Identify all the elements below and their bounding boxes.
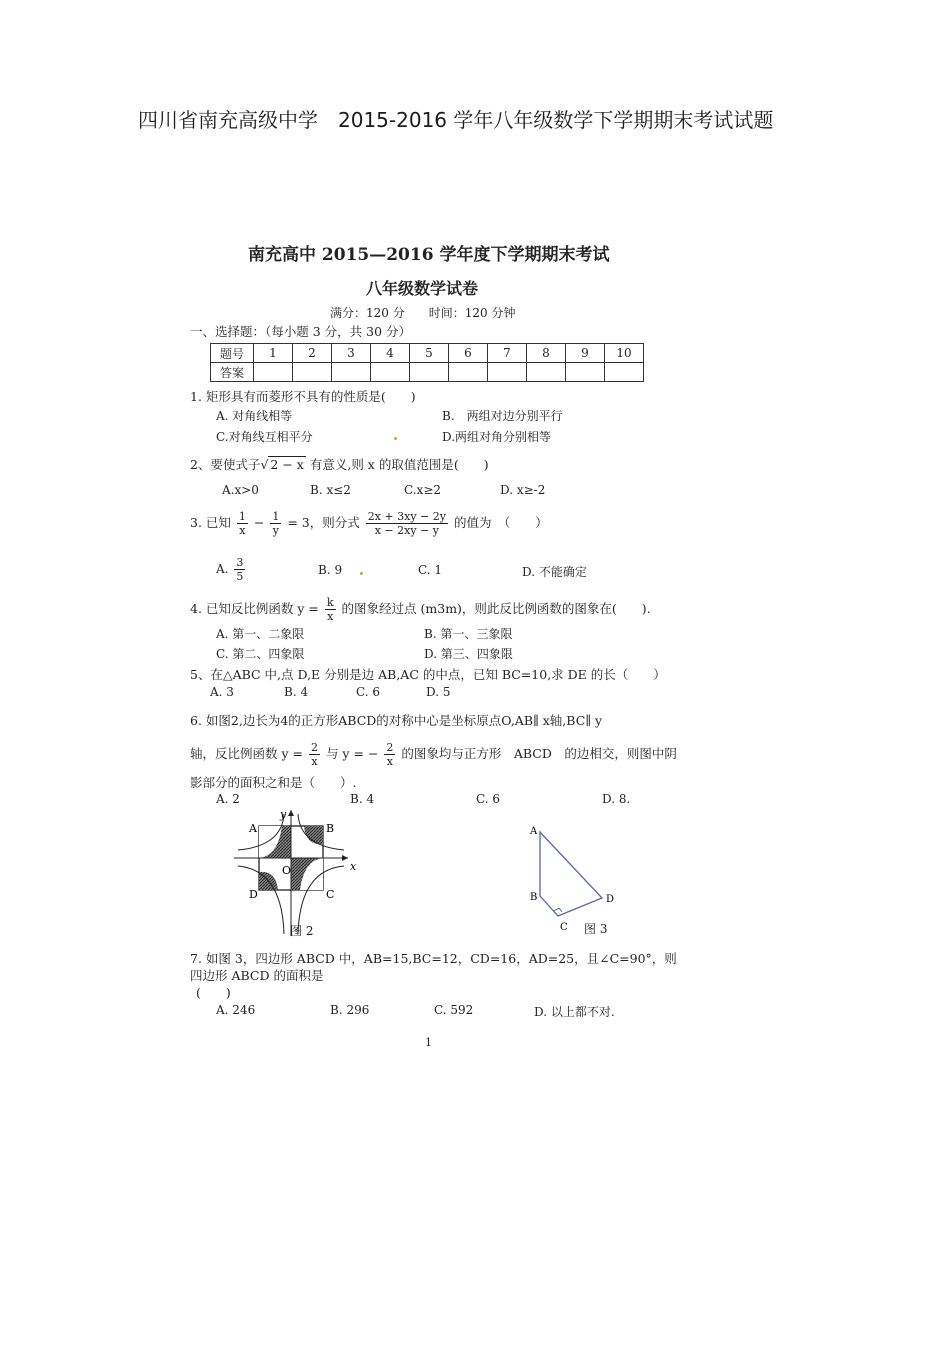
question-6-line-3: 影部分的面积之和是（ ）.	[190, 775, 357, 790]
question-2-stem-post: 有意义,则 x 的取值范围是( )	[309, 457, 489, 472]
question-4-option-a: A. 第一、二象限	[216, 627, 305, 641]
figure-3	[526, 822, 626, 932]
question-2-option-a: A.x>0	[222, 483, 259, 497]
fraction-numerator: 2	[310, 741, 318, 754]
answer-cell	[410, 363, 449, 382]
fraction-numerator: 2	[386, 741, 394, 754]
question-4-stem-post: 的图象经过点 (m3m)，则此反比例函数的图象在( ).	[341, 601, 651, 616]
question-4-option-c: C. 第二、四象限	[216, 647, 305, 661]
label-c: C	[560, 922, 568, 932]
table-cell: 9	[566, 344, 605, 363]
label-c: C	[326, 888, 335, 901]
answer-cell	[566, 363, 605, 382]
question-4-option-d: D. 第三、四象限	[424, 647, 513, 661]
table-cell: 1	[254, 344, 293, 363]
table-cell: 7	[488, 344, 527, 363]
fraction-denominator: x	[386, 755, 393, 768]
question-7-option-d: D. 以上都不对.	[534, 1005, 615, 1019]
quadrilateral-abcd	[540, 832, 602, 916]
exam-title: 南充高中 2015—2016 学年度下学期期末考试	[248, 245, 610, 265]
y-axis-arrow	[288, 810, 294, 816]
exam-subtitle: 八年级数学试卷	[366, 279, 479, 298]
option-prefix: A.	[216, 562, 229, 576]
question-2-option-b: B. x≤2	[310, 483, 351, 497]
label-b: B	[530, 892, 538, 903]
question-5-option-d: D. 5	[426, 685, 451, 699]
question-3-option-b: B. 9	[318, 563, 343, 577]
question-7-line-2: 四边形 ABCD 的面积是	[190, 968, 324, 983]
question-6-line-2-post: 的图象均与正方形 ABCD 的边相交，则图中阴	[401, 746, 677, 761]
x-axis-arrow	[342, 855, 348, 861]
fraction	[309, 741, 320, 768]
question-5-option-b: B. 4	[284, 685, 309, 699]
question-6-line-2-pre: 轴，反比例函数 y =	[190, 746, 303, 761]
question-6-option-b: B. 4	[350, 792, 375, 806]
question-6-line-1: 6. 如图2,边长为4的正方形ABCD的对称中心是坐标原点O,AB∥ x轴,BC∥ y	[190, 713, 603, 728]
fraction-denominator: x	[327, 610, 334, 623]
label-b: B	[326, 822, 335, 835]
question-6-option-d: D. 8.	[602, 792, 631, 806]
question-3-stem-pre: 3. 已知	[190, 515, 231, 530]
answer-cell	[254, 363, 293, 382]
fraction	[366, 510, 448, 537]
fraction-denominator: y	[272, 524, 279, 537]
question-2-stem-pre: 2、要使式子	[190, 457, 261, 472]
question-7-option-b: B. 296	[330, 1003, 370, 1017]
scan-speck	[360, 572, 363, 575]
fraction-denominator: x	[311, 755, 318, 768]
fraction	[237, 510, 248, 537]
question-1-option-a: A. 对角线相等	[216, 409, 293, 423]
question-7-line-1: 7. 如图 3，四边形 ABCD 中，AB=15,BC=12，CD=16，AD=25，且∠C=90°，则	[190, 951, 677, 966]
question-1-option-c: C.对角线互相平分	[216, 430, 313, 444]
question-3-option-d: D. 不能确定	[522, 565, 587, 579]
fraction-denominator: x	[239, 524, 246, 537]
fraction	[270, 510, 281, 537]
fraction	[384, 741, 395, 768]
label-o: O	[282, 864, 292, 877]
figure-3-caption: 图 3	[584, 922, 608, 936]
fraction-numerator: k	[326, 596, 334, 609]
minus-sign: −	[253, 515, 265, 530]
label-d: D	[249, 888, 258, 901]
right-angle-mark	[554, 908, 562, 912]
table-cell: 3	[332, 344, 371, 363]
question-3-option-a	[216, 556, 247, 583]
label-a: A	[530, 826, 538, 837]
question-7-line-3: ( )	[196, 985, 231, 1000]
answer-cell	[488, 363, 527, 382]
page-number: 1	[425, 1036, 432, 1049]
question-3-stem-mid: = 3，则分式	[287, 515, 360, 530]
fraction-denominator: 5	[236, 570, 244, 583]
question-1-stem: 1. 矩形具有而菱形不具有的性质是( )	[190, 389, 416, 404]
question-3-stem	[190, 510, 548, 537]
table-header-cell: 答案	[211, 363, 254, 382]
fraction	[234, 556, 245, 583]
radicand: 2 − x	[270, 457, 304, 472]
section-heading: 一、选择题：（每小题 3 分，共 30 分）	[190, 324, 412, 339]
question-1-option-d: D.两组对角分别相等	[442, 430, 552, 444]
exam-meta: 满分：120 分 时间：120 分钟	[330, 306, 516, 320]
table-cell: 4	[371, 344, 410, 363]
answer-cell	[332, 363, 371, 382]
question-6-line-2-mid: 与 y = −	[325, 746, 379, 761]
answer-cell	[449, 363, 488, 382]
question-2-option-c: C.x≥2	[404, 483, 442, 497]
document-title: 四川省南充高级中学 2015-2016 学年八年级数学下学期期末考试试题	[138, 108, 774, 132]
question-5-option-a: A. 3	[210, 685, 234, 699]
answer-cell	[605, 363, 644, 382]
label-a: A	[249, 822, 257, 835]
fraction-numerator: 3	[236, 556, 244, 569]
question-4-stem-pre: 4. 已知反比例函数 y =	[190, 601, 319, 616]
question-3-option-c: C. 1	[418, 563, 443, 577]
label-d: D	[606, 894, 615, 905]
scan-speck	[394, 437, 397, 440]
answer-cell	[527, 363, 566, 382]
question-3-stem-post: 的值为 （ ）	[453, 515, 548, 530]
fraction-denominator: x − 2xy − y	[374, 524, 439, 537]
table-cell: 2	[293, 344, 332, 363]
question-7-option-c: C. 592	[434, 1003, 474, 1017]
question-6-line-2	[190, 741, 677, 768]
sqrt-sign: √	[260, 457, 269, 472]
answer-cell	[371, 363, 410, 382]
question-4-stem	[190, 596, 651, 623]
table-cell: 5	[410, 344, 449, 363]
table-cell: 10	[605, 344, 644, 363]
table-row	[211, 363, 644, 382]
figure-2-caption: 图 2	[290, 924, 314, 938]
question-5-stem: 5、在△ABC 中,点 D,E 分别是边 AB,AC 的中点，已知 BC=10,求 DE 的长（ ）	[190, 667, 666, 682]
table-row	[211, 344, 644, 363]
table-cell: 8	[527, 344, 566, 363]
question-6-option-c: C. 6	[476, 792, 501, 806]
label-x: x	[350, 860, 357, 873]
fraction	[325, 596, 336, 623]
label-y: y	[280, 808, 287, 821]
question-5-option-c: C. 6	[356, 685, 381, 699]
fraction-numerator: 1	[272, 510, 280, 523]
question-4-option-b: B. 第一、三象限	[424, 627, 513, 641]
question-6-option-a: A. 2	[216, 792, 240, 806]
question-1-option-b: B. 两组对边分别平行	[442, 409, 563, 423]
question-7-option-a: A. 246	[216, 1003, 256, 1017]
question-2-stem	[190, 455, 489, 473]
question-2-option-d: D. x≥-2	[500, 483, 546, 497]
table-header-cell: 题号	[211, 344, 254, 363]
fraction-numerator: 1	[238, 510, 246, 523]
fraction-numerator: 2x + 3xy − 2y	[367, 510, 446, 523]
answer-table	[210, 343, 644, 382]
table-cell: 6	[449, 344, 488, 363]
answer-cell	[293, 363, 332, 382]
